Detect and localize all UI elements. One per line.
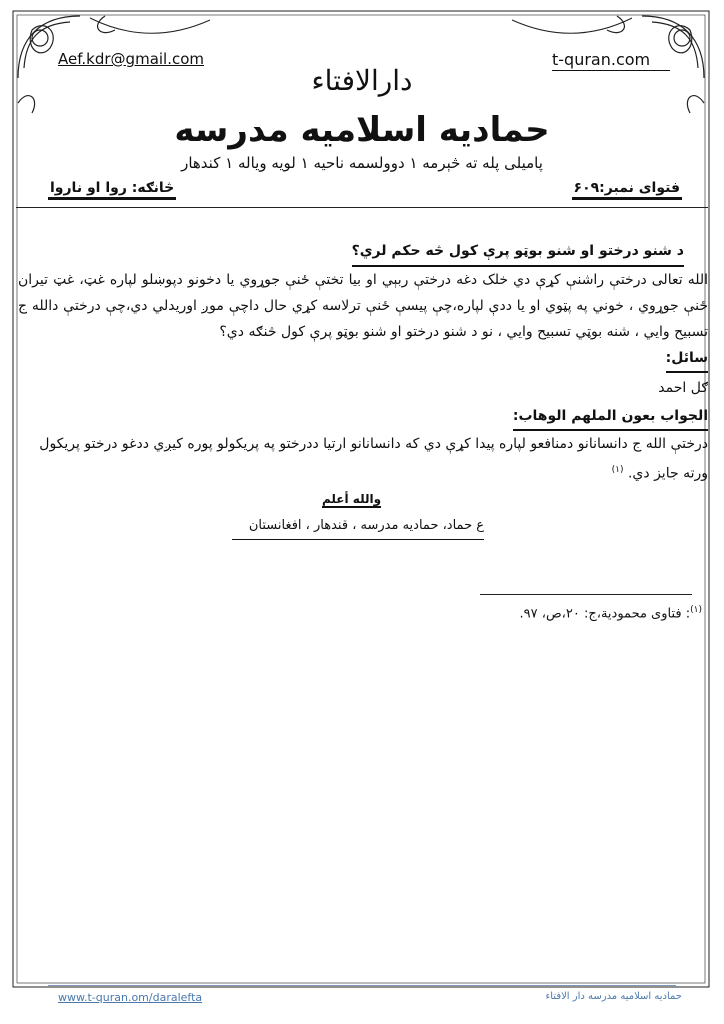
institution-name: حمادیه اسلامیه مدرسه xyxy=(174,110,550,150)
footnote-ref: (۱) xyxy=(690,605,702,615)
question-body: الله تعالی درختې راشنې کړې دي خلک دغه درختې ربېي او بیا تختې ځنې جوړوي یا دخونو دپوښلو لپاره غټ، غټ تیران ځنې جوړوي ، خوني په پټوي او یا ددې لپاره،چې پیسې ځنې ترلاسه کړي حال داچې موږ اوریدلي دي،چې درختې دالله ج تسبیح وایي ، شنه بوټي تسبیح وایي ، نو د شنو درختو او شنو بوټو پرې کول څنګه دي؟ xyxy=(18,272,708,340)
answer-footnote-ref[interactable]: (۱) xyxy=(611,465,624,475)
question-title: د شنو درختو او شنو بوټو پرې کول څه حکم لري؟ xyxy=(352,238,684,267)
answer-title: الجواب بعون الملهم الوهاب: xyxy=(513,403,708,431)
asker-label: سائل: xyxy=(666,345,708,373)
header-divider xyxy=(16,207,708,208)
signature: ع حماد، حمادیه مدرسه ، قندهار ، افغانستان xyxy=(232,518,484,540)
page-title: دارالافتاء xyxy=(311,64,413,97)
email-link[interactable]: Aef.kdr@gmail.com xyxy=(58,50,205,68)
fatwa-category: څانګه: روا او ناروا xyxy=(48,180,176,200)
fatwa-number: فتوای نمبر:۶۰۹ xyxy=(572,180,682,200)
address-line: پامیلی پله ته څېرمه ۱ دوولسمه ناحیه ۱ لویه ویاله ۱ کندهار xyxy=(181,154,543,172)
footer-institution: حمادیه اسلامیه مدرسه دار الافتاء xyxy=(545,991,682,1002)
allah-alam: والله أعلم xyxy=(322,492,382,506)
footnote xyxy=(520,605,702,621)
footer-divider xyxy=(48,985,676,986)
answer-body: درختې الله ج دانسانانو دمنافعو لپاره پیدا کړې دي که دانسانانو ارتیا ددرختو په پریکولو پوره کیږي ددغو درختو پریکول ورته جایز دي. xyxy=(39,436,708,482)
footnote-text: : فتاوی محمودية،ج: ۲۰،ص، ۹۷. xyxy=(519,606,691,622)
top-flourish xyxy=(90,18,632,33)
asker-name: ګل احمد xyxy=(658,380,708,396)
fatwa-content xyxy=(18,238,708,487)
footnote-divider xyxy=(480,594,692,595)
answer-paragraph xyxy=(18,431,708,487)
website-link[interactable]: t-quran.com xyxy=(552,50,651,69)
footer-url[interactable]: www.t-quran.om/daralefta xyxy=(58,991,203,1004)
